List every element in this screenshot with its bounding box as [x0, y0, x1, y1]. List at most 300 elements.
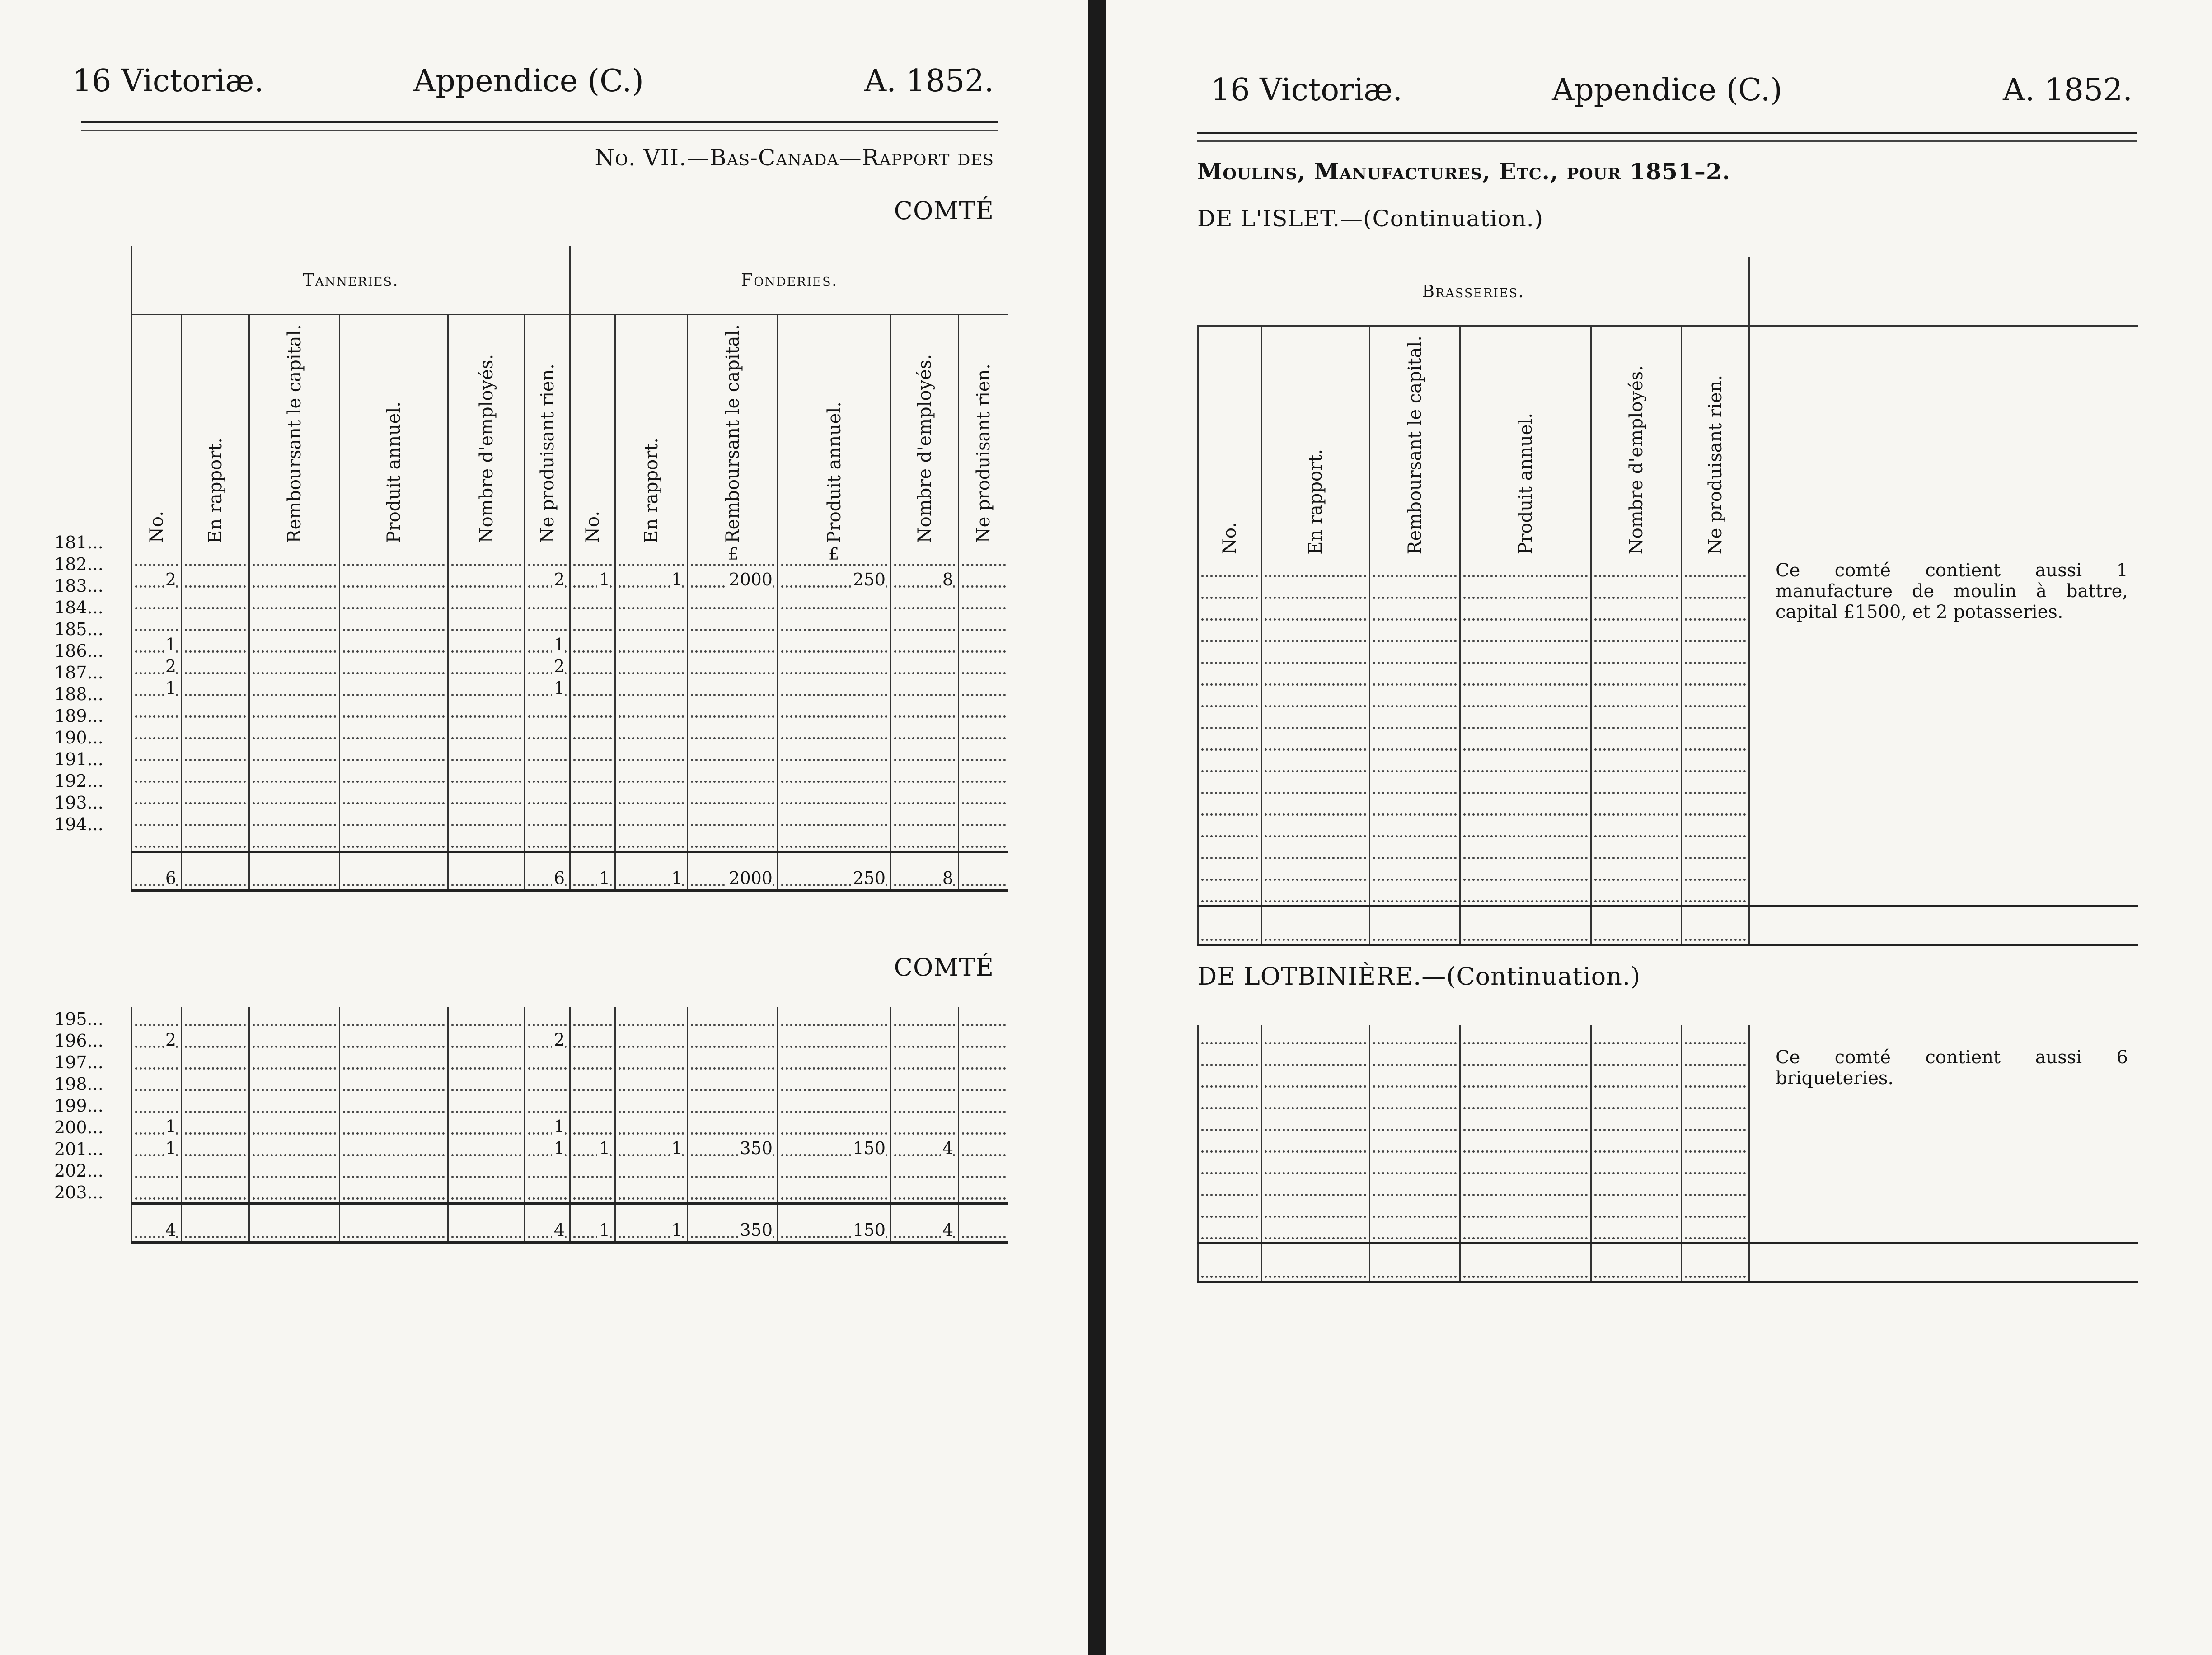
table-cell	[615, 1072, 688, 1094]
table-cell: 1	[132, 634, 182, 655]
table-cell	[1370, 840, 1460, 862]
table-cell	[1261, 840, 1370, 862]
table-cell	[1460, 862, 1591, 884]
table-cell: 4	[132, 1204, 182, 1243]
table-cell	[132, 1181, 182, 1204]
table-cell	[1261, 884, 1370, 907]
table-cell	[1460, 753, 1591, 775]
table-cell	[1198, 818, 1261, 840]
table-cell	[778, 1094, 891, 1116]
table-cell	[891, 1051, 959, 1072]
table-cell	[525, 590, 570, 612]
table-cell	[570, 547, 615, 569]
table-cell	[959, 807, 1008, 829]
table-cell	[1591, 732, 1682, 753]
table-cell	[891, 742, 959, 764]
table-cell	[448, 569, 525, 590]
table-cell	[132, 829, 182, 852]
table-cell	[525, 829, 570, 852]
table-cell	[448, 829, 525, 852]
table-cell	[1591, 1177, 1682, 1199]
table-cell	[249, 1007, 340, 1029]
table-cell	[182, 1116, 249, 1137]
table-cell	[1261, 1047, 1370, 1069]
row-number: 195...	[54, 1009, 103, 1029]
table-cell	[891, 1072, 959, 1094]
table-cell	[1682, 1025, 1749, 1047]
table-row	[132, 612, 1008, 634]
table-cell	[525, 699, 570, 720]
table-cell	[1591, 907, 1682, 945]
table-cell	[959, 1181, 1008, 1204]
table-cell	[132, 1072, 182, 1094]
table-cell	[249, 699, 340, 720]
table-cell	[182, 569, 249, 590]
header-center: Appendice (C.)	[413, 63, 644, 99]
table-cell	[891, 547, 959, 569]
table-cell	[448, 1051, 525, 1072]
table-cell	[1682, 1069, 1749, 1090]
table-cell	[959, 764, 1008, 785]
table-cell	[525, 785, 570, 807]
table-cell	[1591, 775, 1682, 797]
table-cell	[340, 677, 448, 699]
table-row	[1198, 1090, 2138, 1112]
table-cell	[570, 1007, 615, 1029]
row-number: 188...	[54, 684, 103, 704]
table-cell	[1261, 1155, 1370, 1177]
county-heading-1: COMTÉ	[894, 196, 994, 225]
table-cell	[1460, 1134, 1591, 1155]
table-cell	[340, 764, 448, 785]
row-number: 193...	[54, 793, 103, 813]
table-cell	[1682, 1199, 1749, 1220]
table-cell	[570, 829, 615, 852]
table-cell	[959, 1137, 1008, 1159]
table-cell	[570, 1072, 615, 1094]
table-cell	[249, 742, 340, 764]
table-row	[1198, 818, 2138, 840]
table-cell	[249, 1094, 340, 1116]
table-cell	[448, 720, 525, 742]
table-cell	[249, 829, 340, 852]
table-cell: 1	[525, 677, 570, 699]
table-cell	[570, 1029, 615, 1051]
table-cell	[1198, 602, 1261, 623]
table-cell: 150	[778, 1137, 891, 1159]
table-cell	[1370, 1047, 1460, 1069]
right-col-header	[1370, 326, 1460, 559]
table-cell	[182, 764, 249, 785]
table-cell	[340, 1181, 448, 1204]
table-cell	[448, 1007, 525, 1029]
table-cell	[1261, 818, 1370, 840]
table-cell: 250	[778, 569, 891, 590]
table-cell	[1198, 797, 1261, 818]
table-cell	[448, 1116, 525, 1137]
table-cell	[891, 1007, 959, 1029]
table-cell	[182, 677, 249, 699]
table-cell	[778, 677, 891, 699]
table-cell	[525, 547, 570, 569]
table-cell	[525, 807, 570, 829]
table-cell	[1682, 710, 1749, 732]
table-cell	[1370, 818, 1460, 840]
table-cell: 1	[132, 677, 182, 699]
table-cell	[570, 720, 615, 742]
table-cell	[688, 764, 778, 785]
table-cell	[959, 1159, 1008, 1181]
table-cell	[615, 742, 688, 764]
table-cell	[615, 1116, 688, 1137]
table-cell	[1460, 1155, 1591, 1177]
table-row	[132, 569, 1008, 590]
table-cell	[688, 785, 778, 807]
table-cell	[1460, 1025, 1591, 1047]
table-cell	[1261, 1090, 1370, 1112]
note-lotbiniere: Ce comté contient aussi 6 briqueteries.	[1776, 1047, 2128, 1089]
table-cell	[1460, 710, 1591, 732]
table-cell	[132, 699, 182, 720]
table-cell: 2	[132, 569, 182, 590]
table-cell	[132, 785, 182, 807]
table-cell	[615, 655, 688, 677]
group-tanneries: Tanneries.	[132, 246, 570, 315]
table-cell	[570, 699, 615, 720]
note-lislet: Ce comté contient aussi 1 manufacture de moulin à battre, capital £1500, et 2 potasseries.	[1776, 560, 2128, 622]
column-label: No.	[582, 511, 603, 543]
table-cell	[340, 807, 448, 829]
table-cell	[1682, 623, 1749, 645]
table-row	[132, 634, 1008, 655]
table-cell	[891, 1029, 959, 1051]
table-cell	[448, 1181, 525, 1204]
table-cell	[570, 1051, 615, 1072]
table-cell	[959, 634, 1008, 655]
right-col-header	[1198, 326, 1261, 559]
table-cell	[778, 1072, 891, 1094]
table-cell	[891, 1094, 959, 1116]
table-cell	[525, 1181, 570, 1204]
header-left: 16 Victoriæ.	[72, 63, 264, 99]
table-cell	[1198, 840, 1261, 862]
table-cell	[891, 634, 959, 655]
table-cell	[959, 785, 1008, 807]
table-cell	[1261, 1199, 1370, 1220]
total-row	[132, 852, 1008, 891]
left-col-header	[570, 315, 615, 547]
table-cell	[688, 634, 778, 655]
table-cell	[249, 590, 340, 612]
header-right: A. 1852.	[2002, 72, 2132, 108]
table-row	[1198, 884, 2138, 907]
county-heading-1: DE L'ISLET.—(Continuation.)	[1197, 206, 1544, 232]
table-cell	[340, 634, 448, 655]
table-cell	[249, 807, 340, 829]
table-cell	[891, 785, 959, 807]
row-number: 186...	[54, 641, 103, 661]
report-title: Moulins, Manufactures, Etc., pour 1851–2.	[1197, 158, 1731, 185]
table-cell	[615, 1094, 688, 1116]
table-cell	[1198, 732, 1261, 753]
table-row	[1198, 775, 2138, 797]
table-cell	[1682, 1244, 1749, 1282]
table-cell	[1261, 862, 1370, 884]
table-cell	[448, 764, 525, 785]
table-row	[1198, 840, 2138, 862]
table-cell	[1370, 862, 1460, 884]
table-cell	[1460, 688, 1591, 710]
right-col-header	[1261, 326, 1370, 559]
table-cell	[570, 677, 615, 699]
column-label: En rapport.	[1305, 449, 1326, 555]
table-cell	[340, 829, 448, 852]
table-cell	[1591, 580, 1682, 602]
row-number: 194...	[54, 814, 103, 834]
left-col-header	[182, 315, 249, 547]
table-cell	[1198, 907, 1261, 945]
table-cell	[1682, 580, 1749, 602]
table-cell	[1591, 1047, 1682, 1069]
table-cell	[570, 612, 615, 634]
table-cell	[778, 807, 891, 829]
table-cell	[1591, 645, 1682, 667]
table-row	[132, 699, 1008, 720]
table-cell: 2	[132, 1029, 182, 1051]
table-cell	[891, 829, 959, 852]
table-cell	[891, 699, 959, 720]
table-cell	[1591, 602, 1682, 623]
column-label: Nombre d'employés.	[476, 354, 497, 543]
table-cell	[778, 634, 891, 655]
group-fonderies: Fonderies.	[570, 246, 1008, 315]
table-cell	[1591, 667, 1682, 688]
table-cell	[891, 1116, 959, 1137]
row-number: 203...	[54, 1183, 103, 1202]
left-col-header	[688, 315, 778, 547]
table-cell	[615, 634, 688, 655]
table-row	[1198, 1177, 2138, 1199]
table-cell	[182, 655, 249, 677]
table-cell	[525, 1094, 570, 1116]
table-cell: 4	[525, 1204, 570, 1243]
table-cell: 1	[615, 852, 688, 891]
table-row	[1198, 732, 2138, 753]
book-spine	[1088, 0, 1106, 1655]
table-cell	[778, 1007, 891, 1029]
table-cell	[1682, 753, 1749, 775]
table-cell	[688, 1029, 778, 1051]
table-cell	[570, 634, 615, 655]
table-cell	[249, 655, 340, 677]
table-cell	[1591, 558, 1682, 580]
table-cell	[1460, 884, 1591, 907]
table-cell	[1261, 1134, 1370, 1155]
table-cell	[132, 720, 182, 742]
left-col-header	[525, 315, 570, 547]
left-col-header	[615, 315, 688, 547]
table-cell	[778, 1181, 891, 1204]
table-cell: 1	[525, 634, 570, 655]
table-cell	[340, 1051, 448, 1072]
table-cell	[448, 742, 525, 764]
table-cell: 350	[688, 1137, 778, 1159]
table-cell	[1261, 1069, 1370, 1090]
table-cell	[891, 1159, 959, 1181]
table-cell	[1591, 1069, 1682, 1090]
row-number: 197...	[54, 1052, 103, 1072]
row-number: 198...	[54, 1074, 103, 1094]
table-cell	[1261, 1112, 1370, 1134]
table-cell	[1261, 688, 1370, 710]
table-cell	[249, 612, 340, 634]
table-row	[132, 785, 1008, 807]
table-cell	[1682, 1155, 1749, 1177]
table-cell	[891, 764, 959, 785]
table-row	[1198, 1134, 2138, 1155]
table-cell: 2	[132, 655, 182, 677]
table-cell	[1198, 1069, 1261, 1090]
county-heading-2: COMTÉ	[894, 953, 994, 982]
group-brasseries: Brasseries.	[1198, 257, 1749, 326]
table-cell	[615, 699, 688, 720]
tanneries-fonderies-table-2	[131, 1007, 1008, 1244]
table-cell	[1261, 623, 1370, 645]
table-cell	[448, 1094, 525, 1116]
table-cell	[1198, 1090, 1261, 1112]
table-cell	[778, 699, 891, 720]
table-cell	[778, 590, 891, 612]
table-cell	[1370, 623, 1460, 645]
table-cell: 6	[132, 852, 182, 891]
table-cell	[891, 677, 959, 699]
table-cell	[1370, 645, 1460, 667]
table-cell	[525, 1051, 570, 1072]
left-col-header	[132, 315, 182, 547]
table-cell	[959, 1116, 1008, 1137]
table-cell	[688, 547, 778, 569]
column-label: Remboursant le capital.	[722, 324, 743, 543]
table-cell: 1	[570, 1204, 615, 1243]
table-cell	[249, 1051, 340, 1072]
table-cell	[1591, 1025, 1682, 1047]
table-cell: 2	[525, 569, 570, 590]
table-cell	[615, 720, 688, 742]
table-row	[1198, 1199, 2138, 1220]
table-cell	[1198, 1244, 1261, 1282]
table-cell	[340, 852, 448, 891]
column-label: Nombre d'employés.	[1626, 365, 1647, 555]
table-cell	[1460, 558, 1591, 580]
table-cell	[340, 1137, 448, 1159]
table-cell: 350	[688, 1204, 778, 1243]
left-col-header	[249, 315, 340, 547]
right-col-header	[1591, 326, 1682, 559]
table-cell	[340, 785, 448, 807]
table-cell: 2	[525, 1029, 570, 1051]
table-cell	[448, 612, 525, 634]
table-cell	[778, 612, 891, 634]
column-label: Ne produisant rien.	[973, 364, 994, 543]
table-cell	[1261, 907, 1370, 945]
table-cell: 2	[525, 655, 570, 677]
row-number: 185...	[54, 619, 103, 639]
table-cell	[1591, 623, 1682, 645]
table-cell: 1	[615, 569, 688, 590]
table-cell: 1	[525, 1137, 570, 1159]
table-cell	[1591, 1199, 1682, 1220]
table-cell	[570, 764, 615, 785]
table-cell: 4	[891, 1204, 959, 1243]
table-cell	[340, 590, 448, 612]
table-cell	[615, 764, 688, 785]
table-cell	[1370, 907, 1460, 945]
left-col-header	[959, 315, 1008, 547]
table-cell	[340, 569, 448, 590]
table-cell	[570, 590, 615, 612]
table-cell	[525, 1159, 570, 1181]
table-cell	[448, 1029, 525, 1051]
table-cell	[891, 720, 959, 742]
table-cell	[1198, 862, 1261, 884]
table-cell	[340, 1094, 448, 1116]
table-row	[132, 590, 1008, 612]
table-cell	[959, 1204, 1008, 1243]
table-cell	[959, 1029, 1008, 1051]
table-cell	[891, 590, 959, 612]
report-title: No. VII.—Bas-Canada—Rapport des	[595, 145, 994, 171]
table-cell	[778, 1116, 891, 1137]
table-cell	[891, 655, 959, 677]
column-label: Remboursant le capital.	[284, 324, 305, 543]
header-right: A. 1852.	[864, 63, 994, 99]
table-cell	[959, 829, 1008, 852]
table-cell	[1370, 1090, 1460, 1112]
table-cell	[615, 677, 688, 699]
table-cell	[132, 764, 182, 785]
table-cell	[959, 1094, 1008, 1116]
row-number: 181...	[54, 533, 103, 552]
table-cell	[1460, 818, 1591, 840]
table-cell	[182, 742, 249, 764]
table-row	[132, 1051, 1008, 1072]
table-cell	[1460, 1090, 1591, 1112]
table-cell	[1370, 710, 1460, 732]
table-cell	[249, 1137, 340, 1159]
table-row	[132, 1094, 1008, 1116]
column-label: Nombre d'employés.	[914, 354, 935, 543]
table-cell	[1370, 1025, 1460, 1047]
table-cell	[1198, 1199, 1261, 1220]
table-cell: 4	[891, 1137, 959, 1159]
table-row	[1198, 688, 2138, 710]
table-cell	[688, 612, 778, 634]
table-cell	[1591, 688, 1682, 710]
table-cell	[1370, 602, 1460, 623]
table-cell	[448, 785, 525, 807]
table-cell	[132, 1051, 182, 1072]
table-cell	[1198, 753, 1261, 775]
table-cell	[1261, 1025, 1370, 1047]
row-number: 200...	[54, 1117, 103, 1137]
table-cell	[1591, 753, 1682, 775]
table-cell	[1261, 732, 1370, 753]
table-cell	[615, 1029, 688, 1051]
table-cell: 1	[132, 1137, 182, 1159]
table-row	[132, 547, 1008, 569]
table-cell	[340, 720, 448, 742]
table-cell	[570, 1181, 615, 1204]
